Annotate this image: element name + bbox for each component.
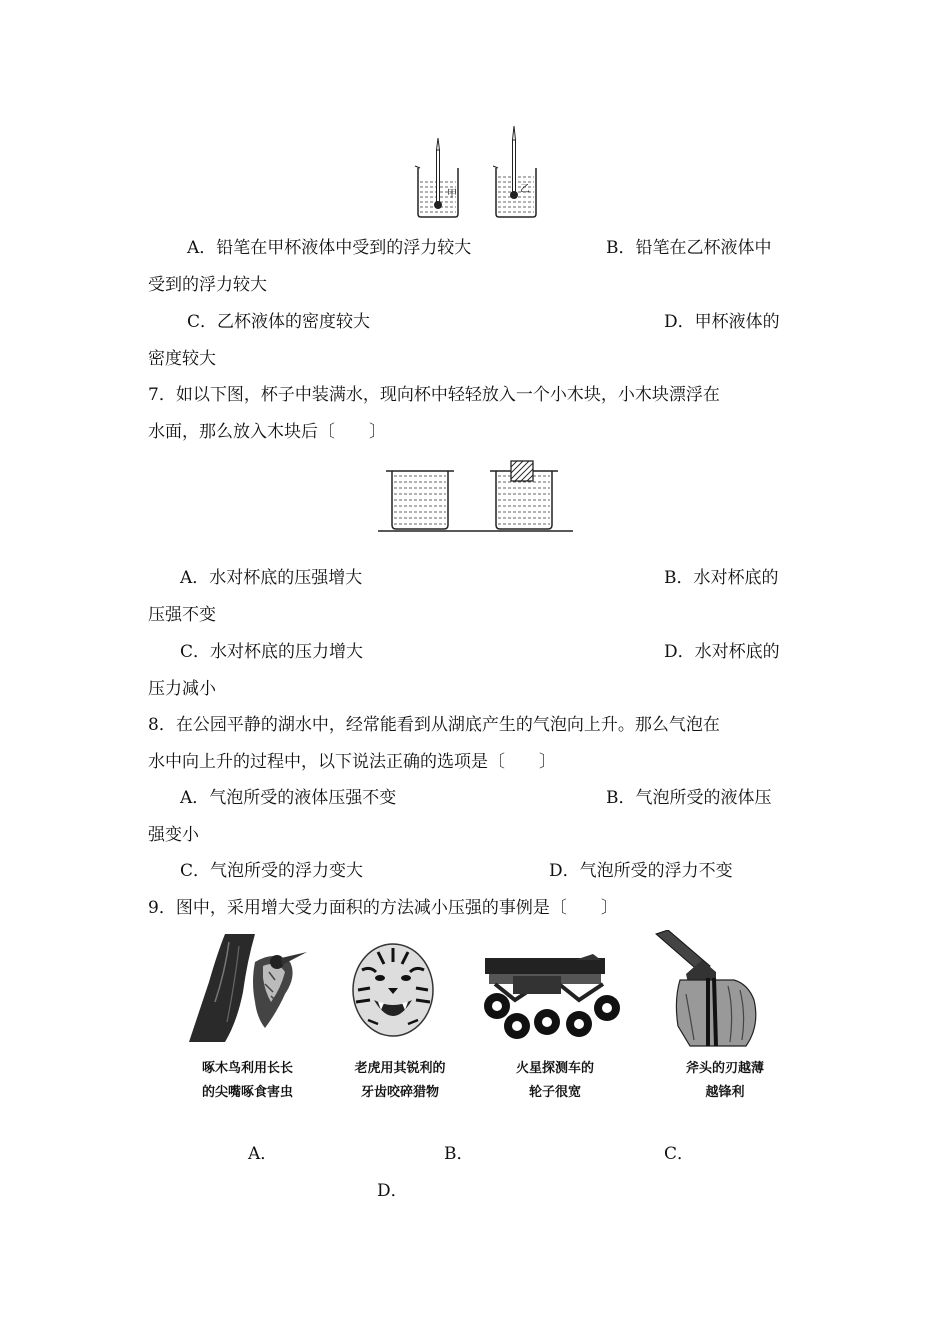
cup-label-yi: 乙: [520, 184, 530, 195]
q7-stem-line2: 水面，那么放入木块后〔 〕: [148, 422, 386, 442]
caption-rover-line1: 火星探测车的: [515, 1061, 594, 1076]
beaker-jia: [415, 138, 458, 217]
q9-stem: 9．图中，采用增大受力面积的方法减小压强的事例是〔 〕: [148, 898, 618, 918]
q7-stem-line1: 7．如以下图，杯子中装满水，现向杯中轻轻放入一个小木块，小木块漂浮在: [148, 385, 720, 405]
rover-wheel: [594, 995, 620, 1021]
caption-rover-line2: 轮子很宽: [528, 1085, 581, 1100]
rover-wheel: [566, 1011, 592, 1037]
q6-option-b-line2: 受到的浮力较大: [148, 275, 267, 295]
q9-option-b: B．: [444, 1144, 474, 1164]
q6-option-b-line1: B．铅笔在乙杯液体中: [606, 238, 772, 258]
caption-axe-line2: 越锋利: [705, 1085, 745, 1100]
beaker-yi: [493, 126, 536, 217]
q8-option-c: C．气泡所受的浮力变大: [180, 861, 364, 881]
rover-wheel: [504, 1013, 530, 1039]
cup-label-jia: 甲: [447, 189, 457, 200]
q8-option-b-line2: 强变小: [148, 825, 199, 845]
q7-option-a: A．水对杯底的压强增大: [180, 568, 363, 588]
q6-option-a: A．铅笔在甲杯液体中受到的浮力较大: [187, 238, 472, 258]
caption-tiger-line1: 老虎用其锐利的: [354, 1061, 446, 1076]
caption-tiger-line2: 牙齿咬碎猎物: [360, 1085, 439, 1100]
q6-beaker-figure: [410, 120, 550, 220]
q8-option-b-line1: B．气泡所受的液体压: [606, 788, 772, 808]
q8-stem-line1: 8．在公园平静的湖水中，经常能看到从湖底产生的气泡向上升。那么气泡在: [148, 715, 720, 735]
caption-axe-line1: 斧头的刃越薄: [685, 1061, 764, 1076]
woodpecker-image: [185, 932, 310, 1044]
q8-option-a: A．气泡所受的液体压强不变: [180, 788, 397, 808]
q6-option-d-line2: 密度较大: [148, 349, 216, 369]
q7-option-c: C．水对杯底的压力增大: [180, 642, 364, 662]
rover-wheel: [484, 993, 510, 1019]
q9-option-d: D．: [377, 1181, 408, 1201]
q6-option-d-line1: D．甲杯液体的: [664, 312, 780, 332]
q7-cup-figure: [376, 455, 576, 535]
q8-option-d: D．气泡所受的浮力不变: [549, 861, 733, 881]
tiger-image: [348, 940, 438, 1040]
cup-with-wood-block: [490, 461, 558, 529]
caption-woodpecker-line2: 的尖嘴啄食害虫: [201, 1085, 293, 1100]
q9-option-c: C．: [664, 1144, 695, 1164]
q7-option-b-line2: 压强不变: [148, 605, 216, 625]
rover-wheel: [534, 1009, 560, 1035]
mars-rover-image: [475, 950, 635, 1045]
q9-option-a: A．: [248, 1144, 278, 1164]
axe-image: [650, 930, 765, 1048]
q7-option-d-line2: 压力减小: [148, 679, 216, 699]
q7-option-b-line1: B．水对杯底的: [664, 568, 779, 588]
q8-stem-line2: 水中向上升的过程中，以下说法正确的选项是〔 〕: [148, 752, 556, 772]
caption-woodpecker-line1: 啄木鸟利用长长: [201, 1061, 293, 1076]
q7-option-d-line1: D．水对杯底的: [664, 642, 780, 662]
q6-option-c: C．乙杯液体的密度较大: [187, 312, 371, 332]
cup-before: [386, 471, 454, 529]
